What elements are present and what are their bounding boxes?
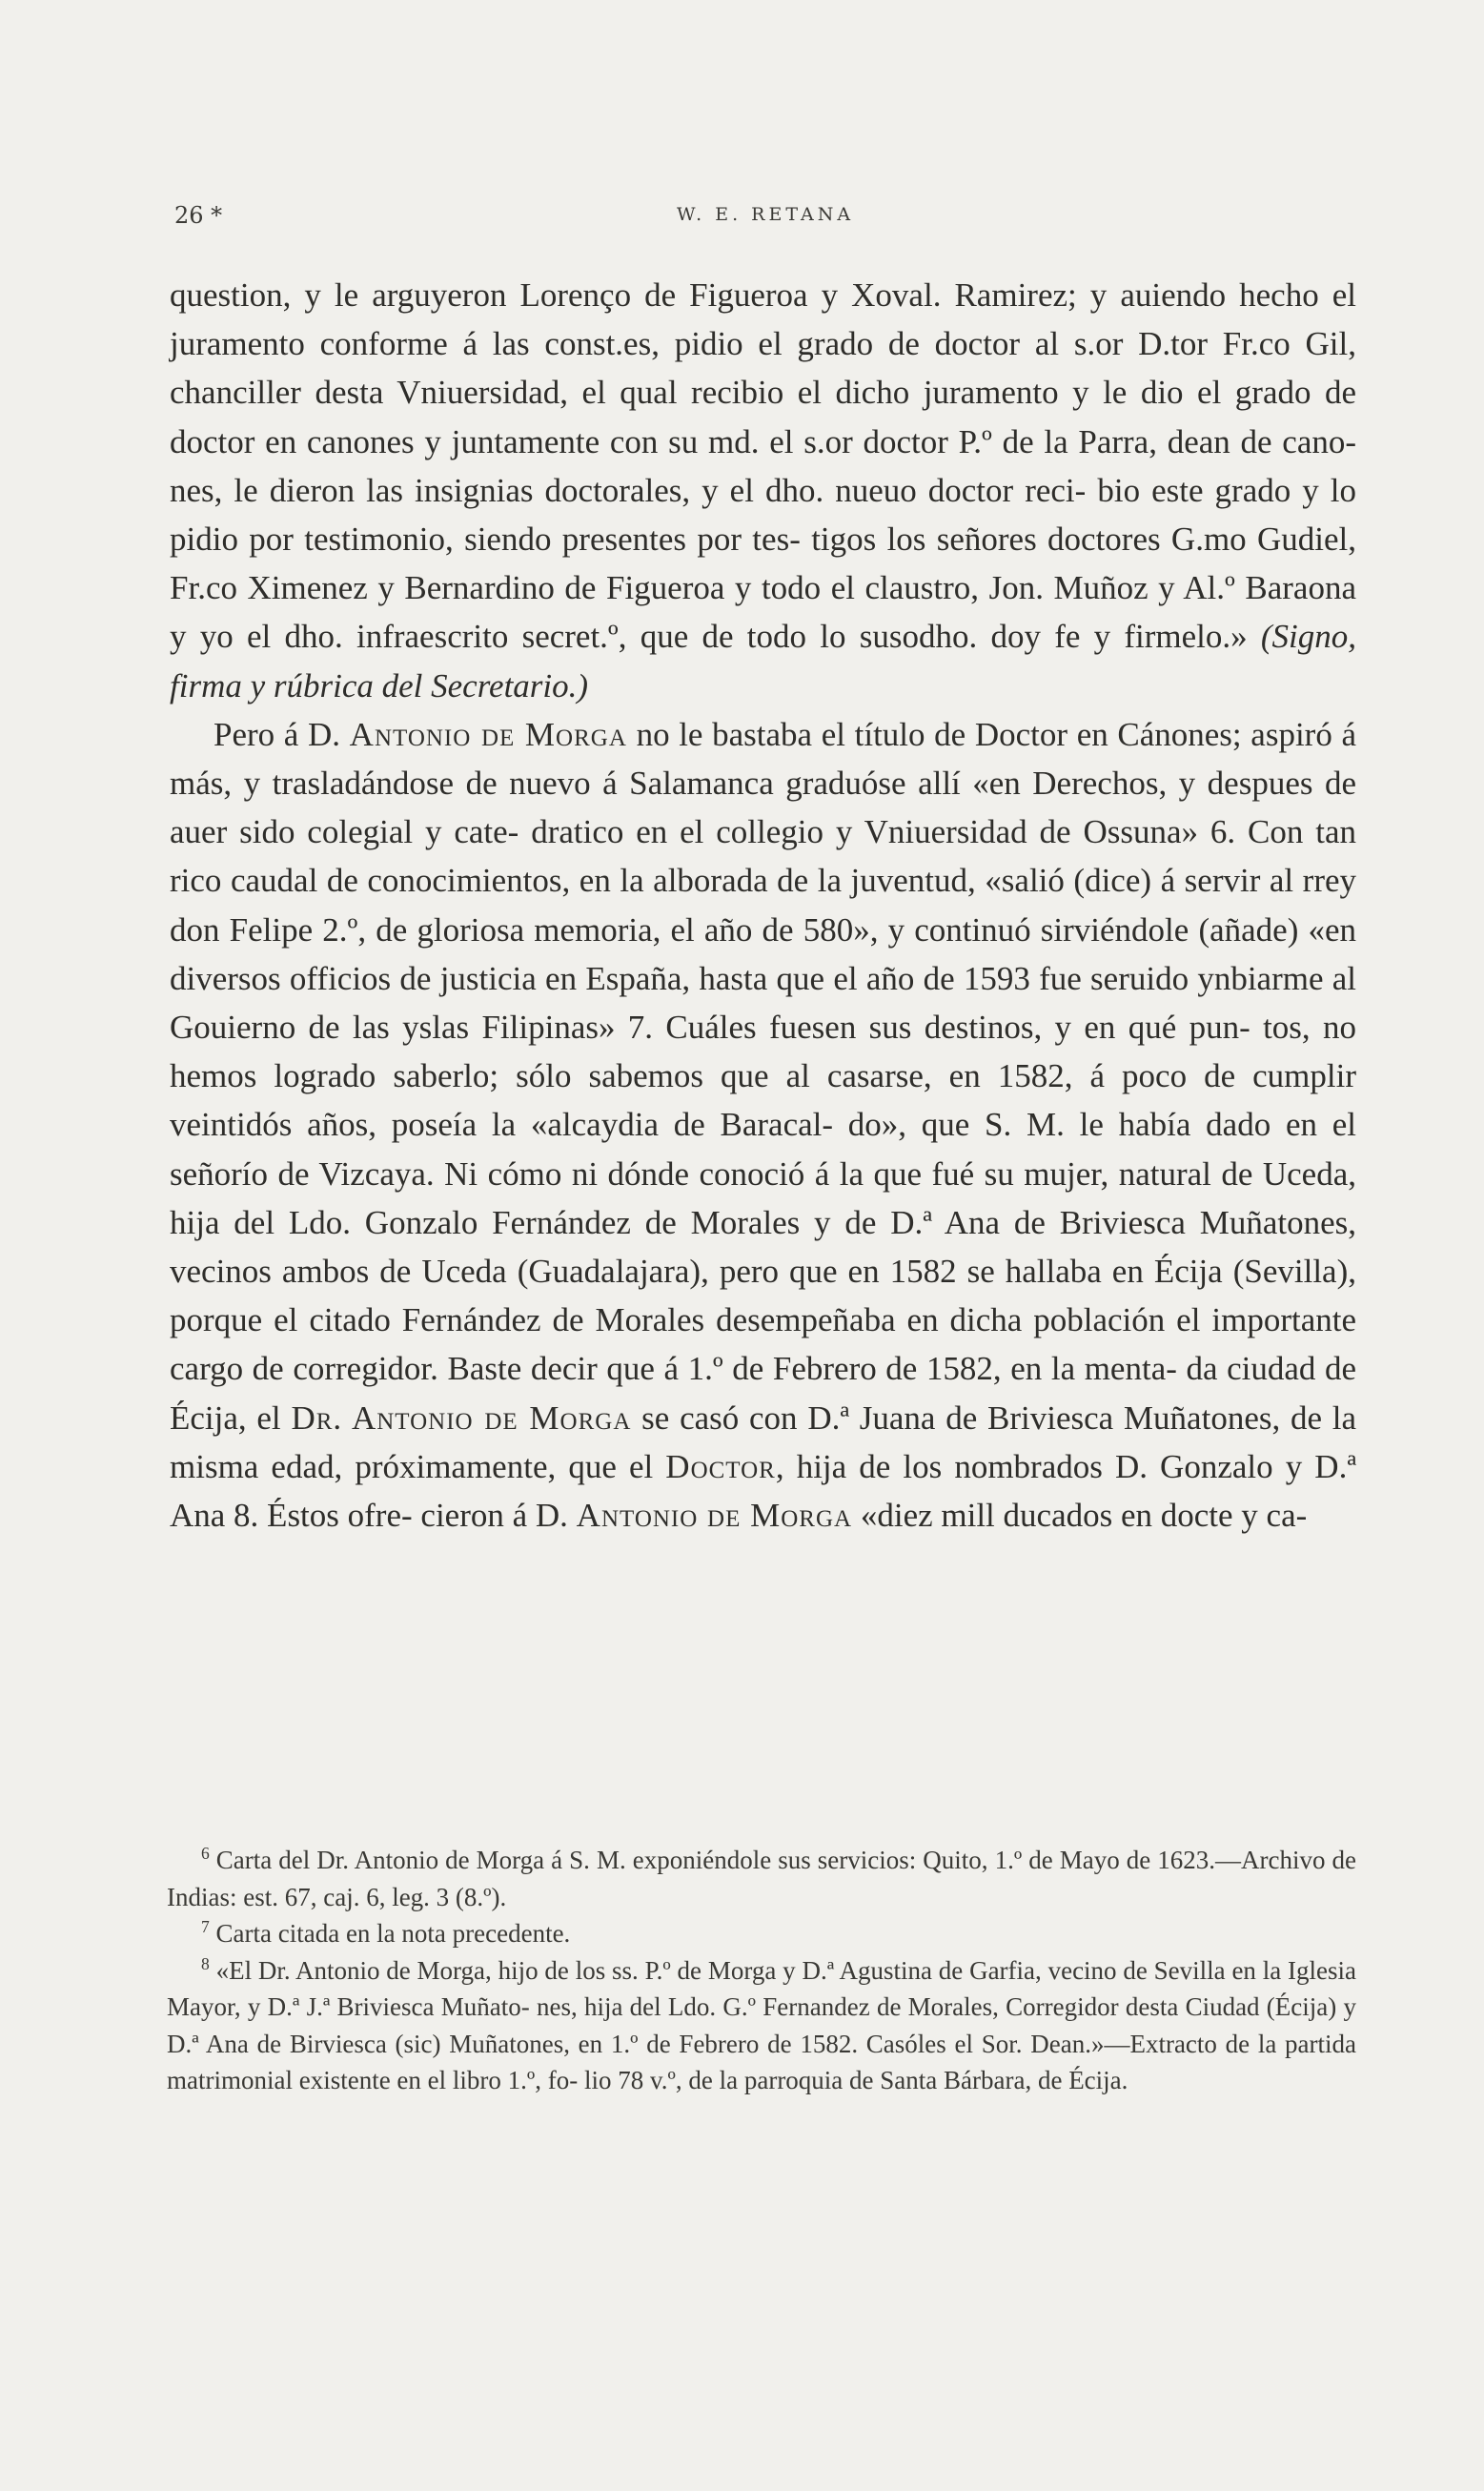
paragraph-1 xyxy=(170,271,1356,710)
text-line: nes, le dieron las insignias doctorales, y el dho. nueuo doctor reci- xyxy=(170,471,1087,509)
text-line: á poco de cumplir veintidós años, poseía la «alcaydia de Baracal- xyxy=(170,1057,1356,1144)
text-line: cieron á D. xyxy=(420,1497,568,1535)
running-head: W. E. RETANA xyxy=(676,204,855,225)
text-line: dratico en el collegio y Vniuersidad de Ossuna» 6. Con tan rico xyxy=(170,813,1356,900)
person-title: Doctor xyxy=(665,1447,776,1485)
text-line: Morales desempeñaba en dicha población el importante cargo de xyxy=(170,1301,1357,1388)
footnote-7 xyxy=(167,1915,1356,1952)
footnote-text: lio 78 v.º, de la parroquia de Santa Bárbara, de Écija. xyxy=(584,2066,1128,2094)
signature-note: (Signo, firma y rúbrica del Secretario.) xyxy=(170,618,1357,704)
text-line: de Figueroa y todo el claustro, Jon. Muñoz y Al.º Baraona y yo el xyxy=(170,569,1357,656)
page-header xyxy=(174,202,1356,240)
footnote-number: 8 xyxy=(201,1953,210,1973)
text-line: á servir al rrey don Felipe 2.º, de gloriosa memoria, el año de 580», xyxy=(170,862,1357,949)
text-line: corregidor. Baste decir que á 1.º de Febrero de 1582, en la menta- xyxy=(293,1350,1177,1388)
footnote-text: Sor. Dean.»—Extracto de la partida matrimonial existente en el libro 1.º, fo- xyxy=(167,2029,1357,2094)
text-line: «diez mill ducados en docte y ca- xyxy=(860,1497,1308,1535)
text-line: question, y le arguyeron Lorenço de Figueroa y Xoval. Ramirez; y xyxy=(170,276,1108,314)
text-line: y continuó sirviéndole (añade) «en diversos officios de justicia en xyxy=(170,910,1357,997)
person-name: Dr. Antonio de Morga xyxy=(291,1399,632,1437)
text-line: recibio el dicho juramento y le dio el grado de doctor en canones y xyxy=(170,374,1357,460)
text-line: dho. infraescrito secret.º, que de todo lo susodho. doy fe y firmelo.» xyxy=(284,618,1248,656)
footnote-text: «El Dr. Antonio de Morga, hijo de los ss. P.º de Morga y D.ª Agustina xyxy=(215,1955,932,1985)
footnote-number: 6 xyxy=(201,1844,210,1863)
footnote-6 xyxy=(167,1842,1356,1915)
text-line: en Cánones; aspiró á más, y trasladándose de nuevo á Salamanca xyxy=(170,715,1357,803)
text-line: graduóse allí «en Derechos, y despues de auer sido colegial y cate- xyxy=(170,765,1357,851)
footnote-8 xyxy=(167,1952,1356,2099)
page-number: 26 * xyxy=(174,202,223,229)
footnote-text: Carta del Dr. Antonio de Morga á S. M. exponiéndole sus servicios: xyxy=(215,1846,917,1874)
footnote-text: Quito, 1.º de Mayo de 1623.—Archivo de Indias: est. 67, caj. 6, leg. 3 (8.º). xyxy=(167,1846,1357,1911)
text-line: caudal de conocimientos, en la alborada de la juventud, «salió (dice) xyxy=(230,862,1152,900)
text-line: tos, no hemos logrado saberlo; sólo sabemos que al casarse, en 1582, xyxy=(170,1009,1357,1095)
text-line: España, hasta que el año de 1593 fue seruido ynbiarme al Gouierno xyxy=(170,959,1357,1047)
paragraph-2 xyxy=(170,710,1356,1540)
text-line: se casó con D.ª Juana xyxy=(641,1399,936,1437)
text-line: dónde conoció á la que fué su mujer, natural de Uceda, hija del xyxy=(170,1154,1356,1241)
text-line: 1582 se hallaba en Écija (Sevilla), porque el citado Fernández de xyxy=(170,1253,1356,1339)
text-line: Muñatones, vecinos ambos de Uceda (Guadalajara), pero que en xyxy=(170,1203,1356,1291)
text-line: da ciudad de Écija, el xyxy=(170,1350,1357,1437)
person-name: Antonio de Morga xyxy=(576,1497,853,1535)
text-line: tigos los señores doctores G.mo Gudiel, Fr.co Ximenez y Bernardino xyxy=(170,521,1356,607)
body-text xyxy=(170,271,1356,1540)
text-line: , hija de los nombrados D. Gonzalo y D.ª Ana 8. Éstos ofre- xyxy=(170,1447,1356,1535)
text-line: auiendo hecho el juramento conforme á las const.es, pidio el grado xyxy=(170,276,1356,363)
footnote-text: de Garfia, vecino de Sevilla en la Iglesia Mayor, y D.ª J.ª Briviesca Muñato- xyxy=(167,1955,1356,2021)
person-name: Antonio de Morga xyxy=(349,715,627,753)
footnote-number: 7 xyxy=(201,1917,210,1936)
text-line: de Briviesca Muñatones, de la misma edad, próximamente, que el xyxy=(170,1399,1357,1485)
footnote-text: y D.ª Ana de Birviesca (sic) Muñatones, en 1.º de Febrero de 1582. Casóles el xyxy=(167,1992,1356,2058)
text-line: Pero á D. xyxy=(213,715,341,753)
footnotes xyxy=(167,1842,1356,2099)
text-line: Ldo. Gonzalo Fernández de Morales y de D.ª Ana de Briviesca xyxy=(288,1203,1186,1241)
text-line: de las yslas Filipinas» 7. Cuáles fuesen sus destinos, y en qué pun- xyxy=(308,1009,1250,1047)
text-line: juntamente con su md. el s.or doctor P.º de la Parra, dean de cano- xyxy=(451,422,1357,460)
text-line: no le bastaba el título de Doctor xyxy=(636,715,1068,753)
text-line: do», que S. M. le había dado en el señorío de Vizcaya. Ni cómo ni xyxy=(170,1106,1356,1193)
text-line: de doctor al s.or D.tor Fr.co Gil, chanciller desta Vniuersidad, el qual xyxy=(170,325,1356,412)
text-line: bio este grado y lo pidio por testimonio, siendo presentes por tes- xyxy=(170,471,1357,559)
footnote-text: Carta citada en la nota precedente. xyxy=(215,1919,571,1948)
footnote-text: nes, hija del Ldo. G.º Fernandez de Morales, Corregidor desta Ciudad (Écija) xyxy=(536,1992,1337,2021)
